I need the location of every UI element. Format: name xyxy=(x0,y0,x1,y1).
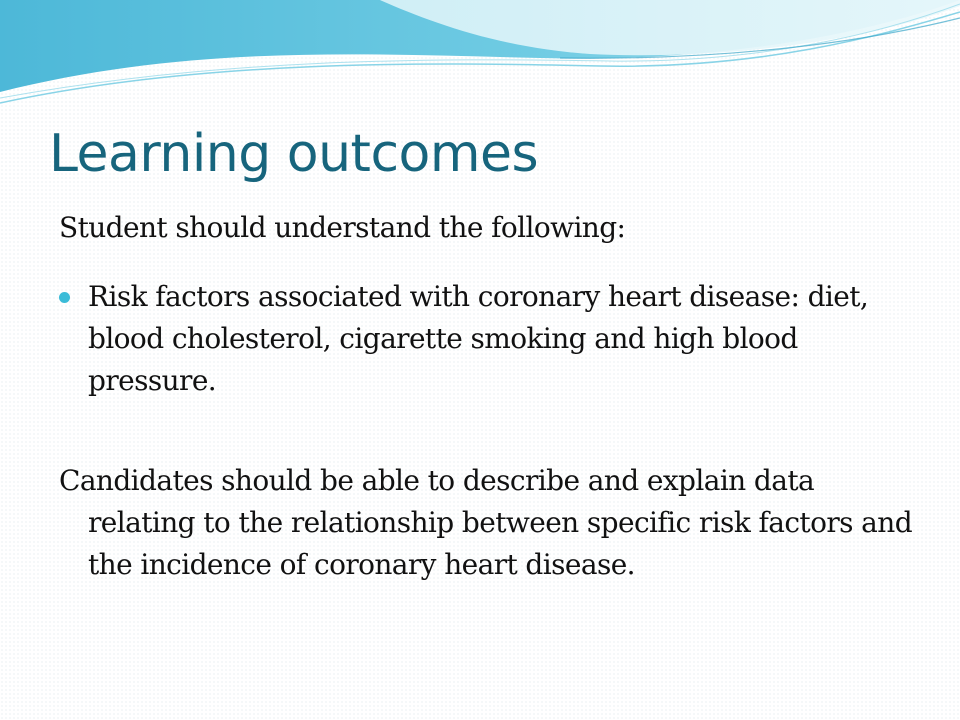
bullet-item xyxy=(59,276,899,402)
closing-paragraph: Candidates should be able to describe and explain data relating to the relationship between specific risk factors and the incidence of coronary heart disease. xyxy=(59,464,913,581)
decorative-wave-banner xyxy=(0,0,960,110)
slide-title: Learning outcomes xyxy=(49,124,539,184)
bullet-text: Risk factors associated with coronary heart disease: diet, blood cholesterol, cigarette smoking and high blood pressure. xyxy=(88,280,869,397)
intro-text: Student should understand the following: xyxy=(59,211,626,244)
bullet-dot-icon xyxy=(59,292,70,303)
